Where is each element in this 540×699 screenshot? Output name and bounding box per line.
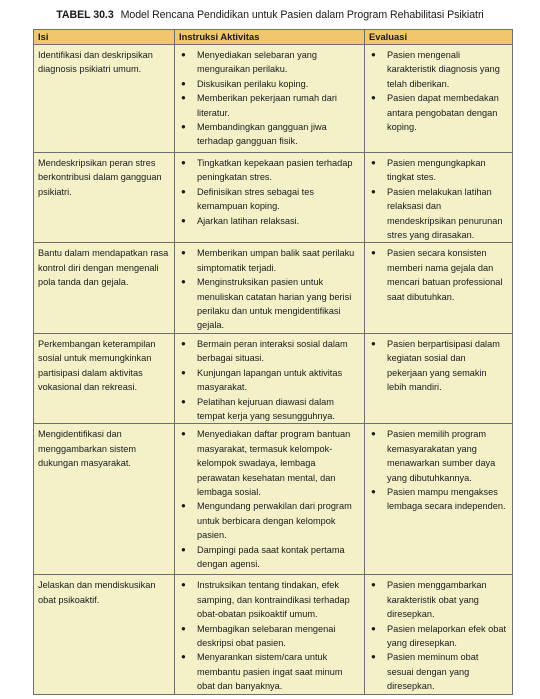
bullet-icon: ● [181, 248, 186, 258]
list-item [179, 48, 359, 77]
evaluasi-list [369, 48, 507, 134]
bullet-icon: ● [371, 50, 376, 59]
list-item [179, 91, 359, 120]
list-item-text: Tingkatkan kepekaan pasien terhadap peningkatan stres. [197, 158, 353, 183]
list-item-text: Diskusikan perilaku koping. [197, 78, 309, 89]
bullet-icon: ● [181, 623, 186, 633]
list-item-text: Membandingkan gangguan jiwa terhadap gangguan fisik. [197, 122, 327, 147]
cell-evaluasi [365, 243, 513, 333]
evaluasi-list [369, 578, 507, 693]
table-header-row [34, 30, 513, 45]
list-item [179, 120, 359, 149]
bullet-icon: ● [371, 652, 376, 662]
education-plan-table [33, 29, 513, 695]
list-item [179, 275, 359, 333]
table-body [34, 45, 513, 695]
bullet-icon: ● [181, 429, 186, 439]
bullet-icon: ● [371, 338, 376, 348]
cell-evaluasi [365, 45, 513, 153]
bullet-icon: ● [181, 580, 186, 590]
cell-isi: Jelaskan dan mendiskusikan obat psikoaktif. [34, 575, 175, 694]
table-caption [0, 8, 540, 22]
bullet-icon: ● [181, 277, 186, 287]
list-item [369, 185, 507, 243]
bullet-icon: ● [181, 50, 186, 59]
list-item [369, 337, 507, 395]
bullet-icon: ● [181, 396, 186, 406]
table-number: TABEL 30.3 [56, 9, 114, 21]
list-item-text: Bermain peran interaksi sosial dalam berbagai situasi. [197, 338, 348, 364]
list-item [369, 246, 507, 304]
bullet-icon: ● [181, 367, 186, 377]
cell-isi: Identifikasi dan deskripsikan diagnosis psikiatri umum. [34, 45, 175, 153]
list-item [369, 578, 507, 621]
list-item [179, 156, 359, 185]
list-item [179, 366, 359, 395]
bullet-icon: ● [181, 501, 186, 511]
list-item-text: Pasien melaporkan efek obat yang diresepkan. [387, 623, 507, 648]
cell-evaluasi [365, 153, 513, 243]
cell-isi: Mengidentifikasi dan menggambarkan sistem dukungan masyarakat. [34, 424, 175, 575]
cell-evaluasi [365, 424, 513, 575]
bullet-icon: ● [371, 186, 376, 196]
list-item [369, 48, 507, 91]
bullet-icon: ● [371, 580, 376, 590]
list-item [179, 337, 359, 366]
list-item [369, 156, 507, 185]
list-item-text: Memberikan umpan balik saat perilaku simptomatik terjadi. [197, 248, 355, 273]
list-item [179, 499, 359, 542]
cell-isi: Perkembangan keterampilan sosial untuk memungkinkan partisipasi dalam aktivitas vokasional dan rekreasi. [34, 333, 175, 423]
bullet-icon: ● [181, 544, 186, 554]
table-row [34, 45, 513, 153]
bullet-icon: ● [181, 338, 186, 348]
instruksi-list [179, 156, 359, 228]
list-item [179, 427, 359, 499]
list-item [369, 485, 507, 514]
list-item-text: Ajarkan latihan relaksasi. [197, 215, 300, 226]
list-item-text: Pasien mengungkapkan tingkat stes. [387, 158, 486, 183]
bullet-icon: ● [371, 158, 376, 167]
list-item [179, 622, 359, 651]
table-row [34, 333, 513, 423]
list-item [179, 185, 359, 214]
list-item-text: Pasien secara konsisten memberi nama gejala dan mencari batuan professional saat dibutuhkan. [387, 248, 503, 302]
list-item-text: Pasien berpartisipasi dalam kegiatan sosial dan pekerjaan yang semakin lebih mandiri. [387, 338, 500, 393]
list-item-text: Menyediakan selebaran yang menguraikan perilaku. [197, 50, 318, 75]
instruksi-list [179, 427, 359, 571]
list-item [369, 650, 507, 693]
bullet-icon: ● [181, 93, 186, 103]
header-isi: Isi [34, 30, 175, 45]
header-evaluasi: Evaluasi [365, 30, 513, 45]
bullet-icon: ● [371, 93, 376, 103]
cell-instruksi [175, 575, 365, 694]
list-item-text: Dampingi pada saat kontak pertama dengan agensi. [197, 544, 345, 569]
list-item [179, 650, 359, 693]
list-item-text: Pasien mampu mengakses lembaga secara independen. [387, 486, 506, 512]
evaluasi-list [369, 427, 507, 513]
list-item [179, 578, 359, 621]
list-item [369, 427, 507, 485]
evaluasi-list [369, 337, 507, 395]
list-item-text: Membagikan selebaran mengenai deskripsi obat pasien. [197, 623, 336, 648]
list-item-text: Pasien memilih program kemasyarakatan yang menawarkan sumber daya yang dibutuhkannya. [387, 429, 496, 483]
bullet-icon: ● [181, 652, 186, 662]
cell-instruksi [175, 333, 365, 423]
list-item [179, 543, 359, 572]
cell-isi: Mendeskripsikan peran stres berkontribusi dalam gangguan psikiatri. [34, 153, 175, 243]
table-row [34, 153, 513, 243]
list-item-text: Pasien dapat membedakan antara pengobatan dengan koping. [387, 93, 499, 133]
header-instruksi-aktivitas: Instruksi Aktivitas [175, 30, 365, 45]
bullet-icon: ● [181, 215, 186, 225]
list-item-text: Instruksikan tentang tindakan, efek samping, dan kontraindikasi terhadap obat-obatan psikoaktif umum. [197, 580, 350, 620]
list-item [369, 622, 507, 651]
list-item-text: Pasien melakukan latihan relaksasi dan mendeskripsikan penurunan stres yang dirasakan. [387, 186, 503, 241]
list-item-text: Pelatihan kejuruan diawasi dalam tempat kerja yang sesungguhnya. [197, 396, 335, 421]
bullet-icon: ● [371, 248, 376, 258]
list-item [369, 91, 507, 134]
list-item-text: Pasien menggambarkan karakteristik obat yang diresepkan. [387, 580, 487, 620]
list-item [179, 395, 359, 424]
bullet-icon: ● [181, 186, 186, 196]
list-item [179, 246, 359, 275]
cell-instruksi [175, 45, 365, 153]
evaluasi-list [369, 246, 507, 304]
list-item [179, 214, 359, 228]
cell-evaluasi [365, 575, 513, 694]
table-row [34, 243, 513, 333]
evaluasi-list [369, 156, 507, 242]
bullet-icon: ● [371, 429, 376, 439]
cell-instruksi [175, 243, 365, 333]
cell-instruksi [175, 424, 365, 575]
cell-evaluasi [365, 333, 513, 423]
list-item-text: Menyarankan sistem/cara untuk membantu pasien ingat saat minum obat dan banyaknya. [197, 652, 343, 692]
table-row [34, 424, 513, 575]
bullet-icon: ● [181, 158, 186, 167]
bullet-icon: ● [181, 78, 186, 88]
instruksi-list [179, 246, 359, 332]
instruksi-list [179, 48, 359, 149]
list-item [179, 77, 359, 91]
list-item-text: Memberikan pekerjaan rumah dari literatur. [197, 93, 337, 118]
bullet-icon: ● [371, 623, 376, 633]
instruksi-list [179, 578, 359, 693]
list-item-text: Menginstruksikan pasien untuk menuliskan catatan harian yang berisi perilaku dan untuk mengidentifikasi gejala. [197, 277, 352, 331]
instruksi-list [179, 337, 359, 423]
cell-isi: Bantu dalam mendapatkan rasa kontrol diri dengan mengenali pola tanda dan gejala. [34, 243, 175, 333]
table-title: Model Rencana Pendidikan untuk Pasien dalam Program Rehabilitasi Psikiatri [120, 9, 484, 21]
list-item-text: Pasien mengenali karakteristik diagnosis yang telah diberikan. [387, 50, 500, 89]
bullet-icon: ● [371, 486, 376, 496]
list-item-text: Menyediakan daftar program bantuan masyarakat, termasuk kelompok-kelompok swadaya, lembaga perawatan kesehatan mental, dan lembaga sosial. [197, 429, 351, 497]
list-item-text: Pasien meminum obat sesuai dengan yang diresepkan. [387, 652, 479, 692]
bullet-icon: ● [181, 122, 186, 132]
cell-instruksi [175, 153, 365, 243]
list-item-text: Kunjungan lapangan untuk aktivitas masyarakat. [197, 367, 343, 393]
list-item-text: Mengundang perwakilan dari program untuk berbicara dengan kelompok pasien. [197, 501, 352, 541]
table-row [34, 575, 513, 694]
list-item-text: Definisikan stres sebagai tes kemampuan koping. [197, 186, 314, 212]
